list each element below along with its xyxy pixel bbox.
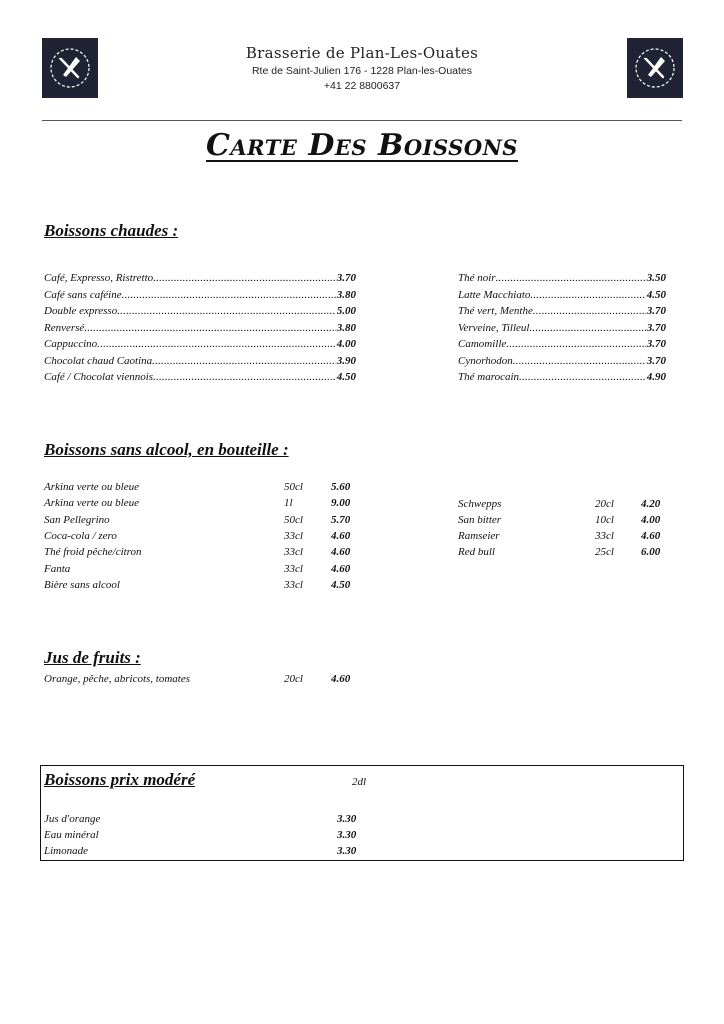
item-volume: 33cl: [284, 546, 303, 558]
item-price: 6.00: [641, 546, 661, 558]
item-price: 3.30: [337, 845, 357, 857]
item-name: Schwepps: [458, 498, 502, 510]
item-name: Double expresso: [44, 305, 118, 317]
restaurant-name: Brasserie de Plan-Les-Ouates: [245, 44, 479, 62]
item-name: Thé marocain: [458, 371, 520, 383]
item-price: 4.60: [331, 546, 351, 558]
menu-item: [458, 320, 666, 336]
item-price: 4.50: [646, 289, 666, 301]
item-price: 5.00: [336, 305, 356, 317]
item-price: 4.60: [331, 673, 351, 685]
item-volume: 33cl: [284, 563, 303, 575]
section-title-jus: Jus de fruits :: [44, 648, 141, 667]
item-price: 3.70: [336, 272, 356, 284]
section-title-sans-alcool: Boissons sans alcool, en bouteille :: [44, 440, 289, 459]
item-volume: 50cl: [284, 481, 303, 493]
item-name: Ramseier: [458, 530, 500, 542]
menu-item: [458, 528, 678, 544]
item-volume: 50cl: [284, 514, 303, 526]
item-name: Thé froid pêche/citron: [44, 546, 142, 558]
item-price: 4.60: [331, 563, 351, 575]
item-name: Red bull: [458, 546, 495, 558]
item-name: Chocolat chaud Caotina: [44, 355, 153, 367]
item-name: Cappuccino: [44, 338, 98, 350]
item-price: 4.90: [646, 371, 666, 383]
volume-header: 2dl: [352, 776, 367, 788]
menu-item: [44, 843, 364, 859]
menu-item: [458, 544, 678, 560]
menu-item: [44, 561, 364, 577]
item-volume: 10cl: [595, 514, 614, 526]
item-price: 5.60: [331, 481, 351, 493]
item-volume: 25cl: [595, 546, 614, 558]
item-volume: 33cl: [595, 530, 614, 542]
item-name: Thé noir: [458, 272, 496, 284]
item-name: Café sans caféine: [44, 289, 122, 301]
menu-item: [44, 544, 364, 560]
page-title: Carte Des Boissons: [206, 128, 518, 163]
item-name: Limonade: [44, 845, 88, 857]
menu-item: [44, 287, 356, 303]
item-name: Thé vert, Menthe: [458, 305, 533, 317]
item-name: Camomille: [458, 338, 507, 350]
item-price: 4.50: [336, 371, 356, 383]
item-name: Jus d'orange: [44, 813, 101, 825]
item-name: Café, Expresso, Ristretto: [44, 272, 154, 284]
item-name: Orange, pêche, abricots, tomates: [44, 673, 191, 685]
item-price: 4.50: [331, 579, 351, 591]
item-name: Eau minéral: [44, 829, 99, 841]
menu-item: [458, 496, 678, 512]
item-name: Bière sans alcool: [44, 579, 120, 591]
menu-item: [458, 270, 666, 286]
menu-item: [44, 811, 364, 827]
item-price: 5.70: [331, 514, 351, 526]
item-price: 3.50: [646, 272, 666, 284]
item-volume: 33cl: [284, 530, 303, 542]
menu-item: [44, 303, 356, 319]
item-name: Fanta: [44, 563, 71, 575]
item-name: San Pellegrino: [44, 514, 110, 526]
item-price: 4.00: [336, 338, 356, 350]
item-name: San bitter: [458, 514, 502, 526]
item-price: 3.80: [336, 322, 356, 334]
item-name: Latte Macchiato: [458, 289, 531, 301]
item-price: 4.20: [641, 498, 661, 510]
menu-item: [44, 528, 364, 544]
menu-item: [44, 479, 364, 495]
item-name: Cynorhodon: [458, 355, 513, 367]
item-price: 3.30: [337, 829, 357, 841]
menu-item: [44, 320, 356, 336]
section-title-modere: Boissons prix modéré: [44, 770, 196, 789]
item-name: Arkina verte ou bleue: [44, 497, 139, 509]
menu-item: [458, 336, 666, 352]
menu-item: [44, 827, 364, 843]
item-price: 3.80: [336, 289, 356, 301]
menu-item: [44, 336, 356, 352]
item-name: Arkina verte ou bleue: [44, 481, 139, 493]
item-price: 3.70: [646, 355, 666, 367]
menu-item: [44, 671, 364, 687]
item-price: 4.60: [331, 530, 351, 542]
restaurant-address: Rte de Saint-Julien 176 - 1228 Plan-les-Ouates: [251, 65, 473, 77]
item-price: 3.70: [646, 305, 666, 317]
menu-item: [458, 303, 666, 319]
item-name: Coca-cola / zero: [44, 530, 117, 542]
menu-item: [44, 512, 364, 528]
item-volume: 20cl: [284, 673, 303, 685]
item-name: Renversé: [44, 322, 85, 334]
item-price: 3.70: [646, 322, 666, 334]
menu-item: [458, 287, 666, 303]
item-price: 3.70: [646, 338, 666, 350]
item-name: Café / Chocolat viennois: [44, 371, 154, 383]
item-volume: 1l: [284, 497, 293, 509]
menu-item: [458, 512, 678, 528]
menu-item: [458, 353, 666, 369]
menu-item: [44, 353, 356, 369]
item-price: 4.60: [641, 530, 661, 542]
item-name: Verveine, Tilleul: [458, 322, 530, 334]
restaurant-phone: +41 22 8800637: [323, 80, 401, 92]
item-volume: 33cl: [284, 579, 303, 591]
item-price: 9.00: [331, 497, 351, 509]
menu-item: [458, 369, 666, 385]
header: [0, 44, 724, 92]
menu-item: [44, 369, 356, 385]
item-price: 3.90: [336, 355, 356, 367]
section-title-chaudes: Boissons chaudes :: [44, 221, 179, 240]
menu-item: [44, 270, 356, 286]
item-volume: 20cl: [595, 498, 614, 510]
item-price: 3.30: [337, 813, 357, 825]
menu-item: [44, 577, 364, 593]
header-divider: [42, 120, 682, 121]
menu-item: [44, 495, 364, 511]
item-price: 4.00: [641, 514, 661, 526]
